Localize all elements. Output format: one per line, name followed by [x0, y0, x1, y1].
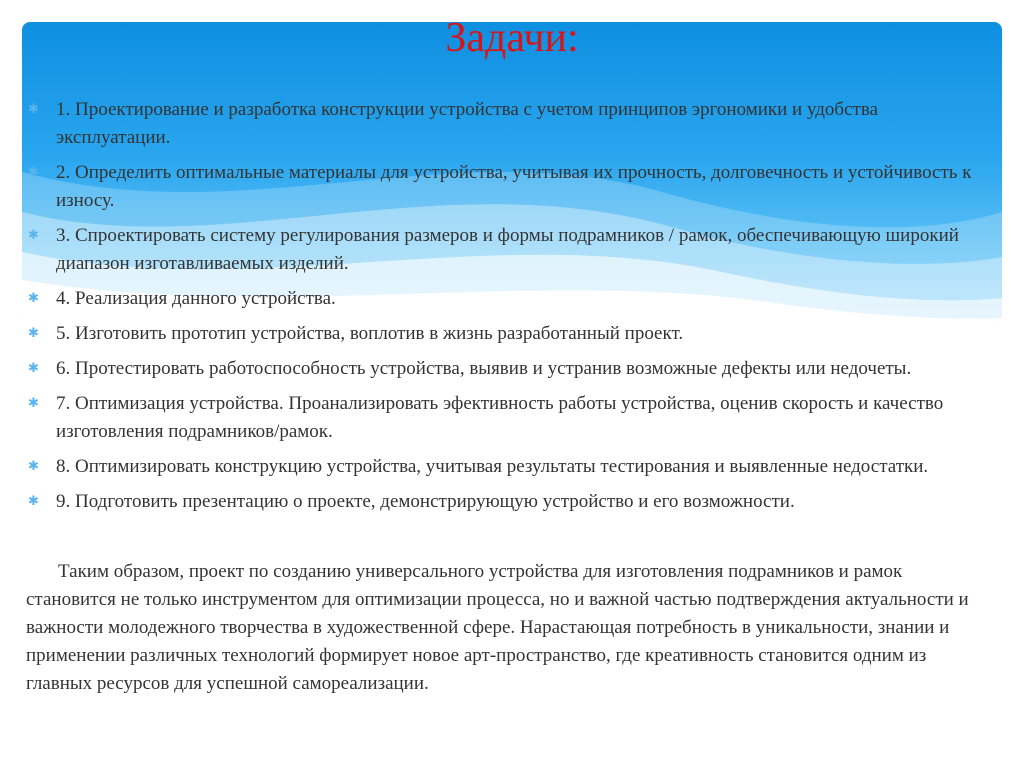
task-item [26, 96, 976, 152]
asterisk-bullet-icon: ✱ [28, 361, 39, 376]
task-text: 5. Изготовить прототип устройства, воплотив в жизнь разработанный проект. [56, 323, 684, 344]
asterisk-bullet-icon: ✱ [28, 291, 39, 306]
asterisk-bullet-icon: ✱ [28, 494, 39, 509]
task-item [26, 285, 976, 313]
asterisk-bullet-icon: ✱ [28, 228, 39, 243]
task-text: 9. Подготовить презентацию о проекте, демонстрирующую устройство и его возможности. [56, 491, 795, 512]
task-text: 2. Определить оптимальные материалы для устройства, учитывая их прочность, долговечность и устойчивость к износу. [56, 162, 972, 211]
task-item [26, 159, 976, 215]
task-item [26, 453, 976, 481]
task-list [26, 96, 976, 523]
task-item [26, 320, 976, 348]
asterisk-bullet-icon: ✱ [28, 102, 39, 117]
task-text: 8. Оптимизировать конструкцию устройства, учитывая результаты тестирования и выявленные недостатки. [56, 456, 929, 477]
asterisk-bullet-icon: ✱ [28, 396, 39, 411]
task-item [26, 488, 976, 516]
task-text: 3. Спроектировать систему регулирования размеров и формы подрамников / рамок, обеспечивающую широкий диапазон изготавливаемых изделий. [56, 225, 959, 274]
asterisk-bullet-icon: ✱ [28, 459, 39, 474]
task-text: 7. Оптимизация устройства. Проанализировать эфективность работы устройства, оценив скорость и качество изготовления подрамников/рамок. [56, 393, 944, 442]
task-text: 4. Реализация данного устройства. [56, 288, 336, 309]
slide-title: Задачи: [445, 15, 579, 61]
asterisk-bullet-icon: ✱ [28, 165, 39, 180]
task-item [26, 222, 976, 278]
task-text: 1. Проектирование и разработка конструкции устройства с учетом принципов эргономики и удобства эксплуатации. [56, 99, 878, 148]
asterisk-bullet-icon: ✱ [28, 326, 39, 341]
task-text: 6. Протестировать работоспособность устройства, выявив и устранив возможные дефекты или недочеты. [56, 358, 912, 379]
task-item [26, 355, 976, 383]
conclusion-paragraph: Таким образом, проект по созданию универсального устройства для изготовления подрамников и рамок становится не только инструментом для оптимизации процесса, но и важной частью подтверждения актуальности и важности молодежного творчества в художественной сфере. Нарастающая потребность в уникальности, знании и применении различных технологий формирует новое арт-пространство, где креативность становится одним из главных ресурсов для успешной самореализации. [26, 561, 969, 694]
task-item [26, 390, 976, 446]
